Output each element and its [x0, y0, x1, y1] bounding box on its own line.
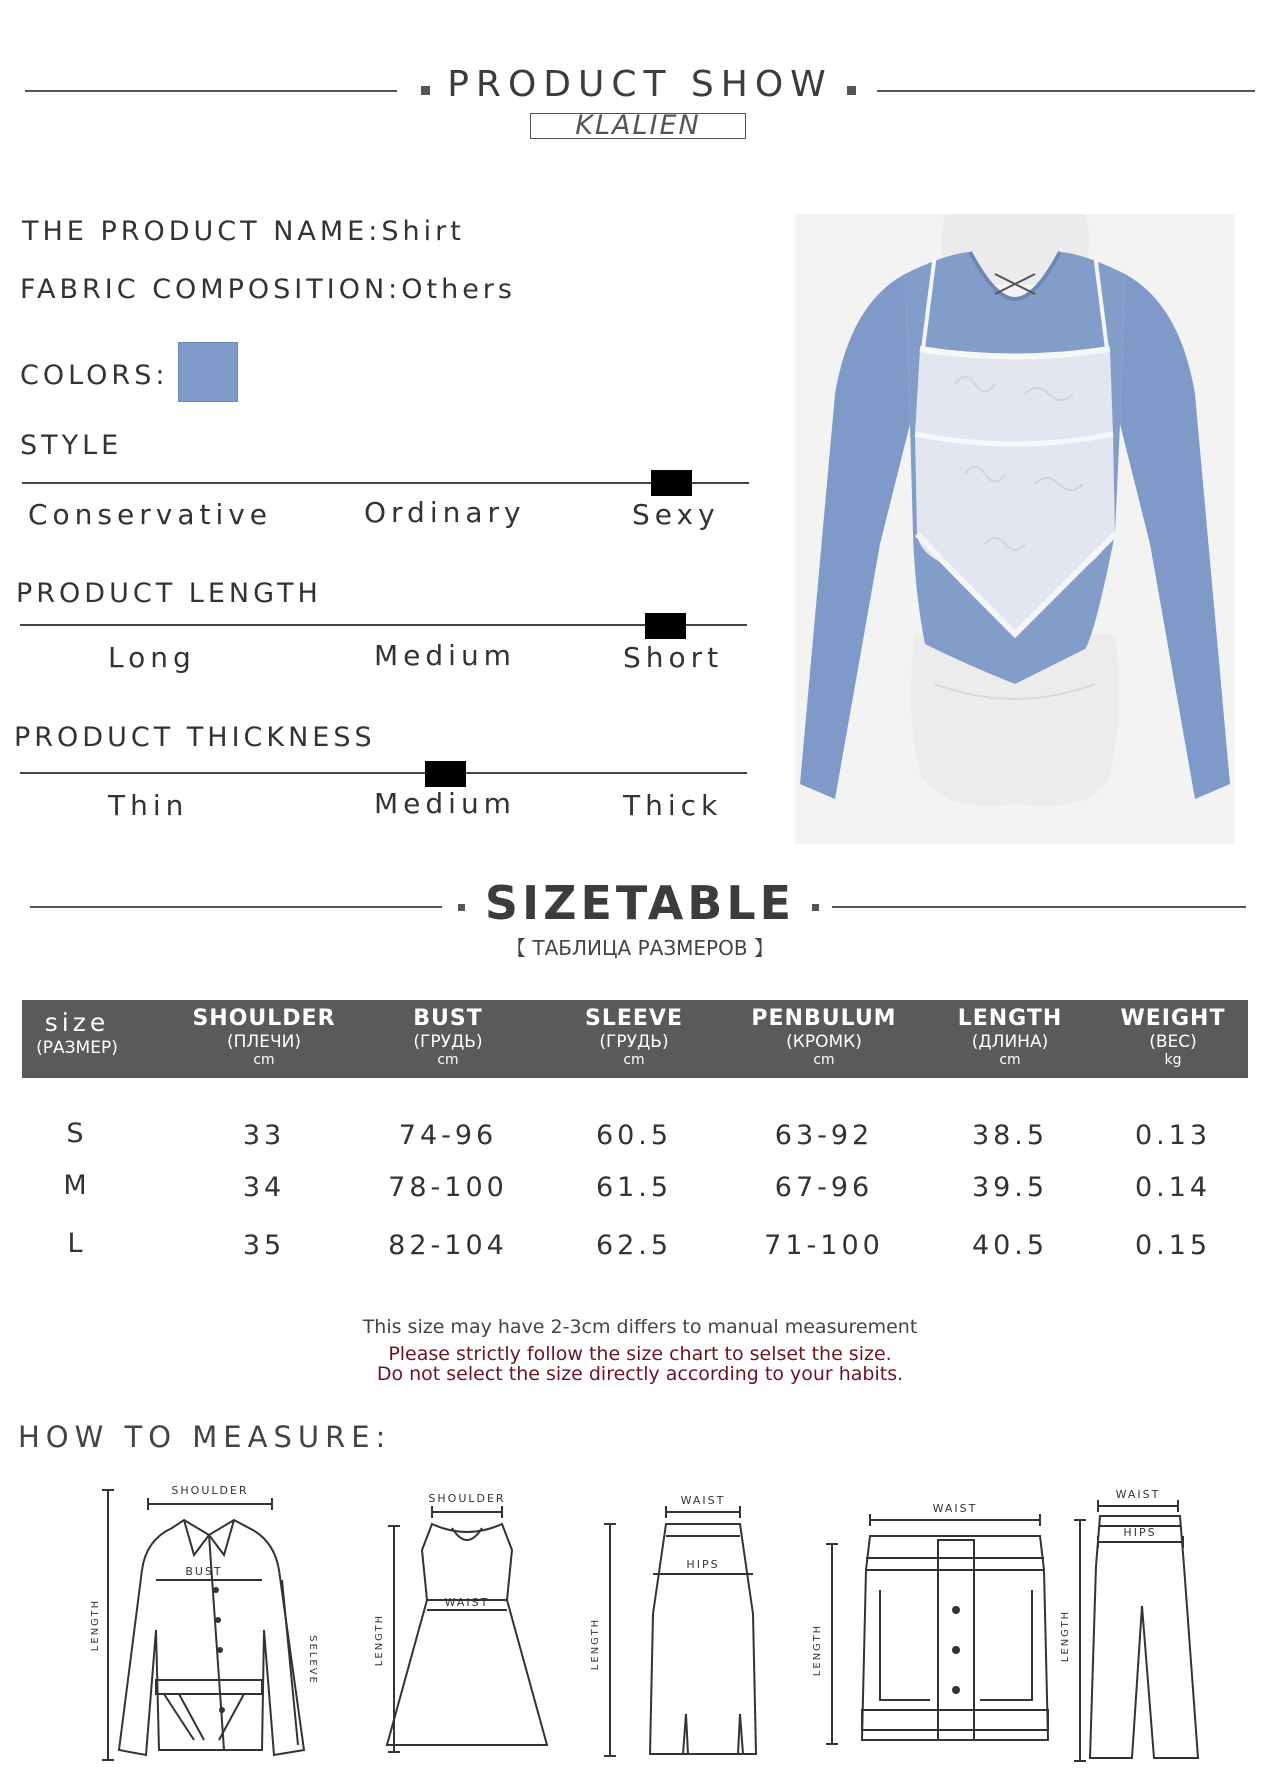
product-name-row [22, 216, 465, 247]
header-dot-right [847, 86, 856, 95]
table-cell: 62.5 [595, 1230, 673, 1261]
table-cell: L [67, 1228, 87, 1259]
hips-label-5: HIPS [1123, 1526, 1157, 1539]
table-cell: 33 [242, 1120, 286, 1151]
style-label-ordinary: Ordinary [364, 496, 526, 529]
waist-label-2: WAIST [444, 1596, 490, 1609]
length-label-short: Short [623, 641, 724, 674]
fabric-row [20, 274, 516, 305]
length-label-5: LENGTH [1060, 1609, 1071, 1663]
table-cell: 71-100 [764, 1230, 884, 1261]
shoulder-label-1: SHOULDER [171, 1484, 249, 1497]
thickness-scale-line [20, 772, 747, 774]
sizetable-title: SIZETABLE [484, 876, 796, 930]
table-cell: 67-96 [774, 1172, 874, 1203]
product-name-value: Shirt [381, 216, 465, 247]
table-cell: 40.5 [971, 1230, 1049, 1261]
color-swatch[interactable] [178, 342, 238, 402]
column-header-length: LENGTH (ДЛИНА) cm [957, 1006, 1063, 1068]
waist-label-3: WAIST [680, 1494, 726, 1507]
pants-measure-diagram [1058, 1486, 1248, 1766]
table-cell: 78-100 [388, 1172, 508, 1203]
style-scale-line [22, 482, 749, 484]
length-label-3: LENGTH [590, 1617, 601, 1671]
column-header-weight: WEIGHT (ВЕС) kg [1120, 1006, 1226, 1068]
column-header-size: size (РАЗМЕР) [36, 1008, 118, 1058]
thickness-scale-marker [425, 761, 466, 787]
shorts-measure-diagram [810, 1500, 1050, 1750]
sizetable-line-right [832, 906, 1246, 908]
thickness-scale-title: PRODUCT THICKNESS [14, 722, 376, 753]
hips-label-3: HIPS [686, 1558, 720, 1571]
length-scale-line [20, 624, 747, 626]
how-to-measure-title: HOW TO MEASURE: [18, 1420, 392, 1454]
jacket-measure-diagram [84, 1480, 324, 1770]
table-cell: 0.14 [1134, 1172, 1212, 1203]
column-header-shoulder: SHOULDER (ПЛЕЧИ) cm [192, 1006, 336, 1068]
page-title: PRODUCT SHOW [447, 64, 833, 105]
table-cell: M [63, 1170, 91, 1201]
style-scale-marker [651, 470, 692, 496]
table-cell: 61.5 [595, 1172, 673, 1203]
length-label-medium: Medium [374, 639, 516, 672]
colors-label: COLORS: [20, 360, 169, 391]
product-photo [795, 214, 1235, 844]
table-cell: 82-104 [388, 1230, 508, 1261]
shoulder-label-2: SHOULDER [428, 1492, 506, 1505]
size-warning [0, 1344, 1280, 1384]
length-label-2: LENGTH [374, 1613, 385, 1667]
table-cell: 63-92 [774, 1120, 874, 1151]
dress-measure-diagram [372, 1490, 552, 1760]
measurement-note: This size may have 2-3cm differs to manual measurement [362, 1316, 918, 1338]
sizetable-dot-right [812, 904, 819, 911]
table-cell: 35 [242, 1230, 286, 1261]
thickness-label-thick: Thick [623, 789, 723, 822]
fabric-label: FABRIC COMPOSITION: [20, 274, 402, 305]
bust-label-1: BUST [185, 1565, 223, 1578]
skirt-measure-diagram [588, 1494, 758, 1764]
table-cell: S [66, 1118, 88, 1149]
style-label-sexy: Sexy [632, 498, 720, 531]
waist-label-5: WAIST [1115, 1488, 1161, 1501]
table-cell: 60.5 [595, 1120, 673, 1151]
table-cell: 34 [242, 1172, 286, 1203]
thickness-label-medium: Medium [374, 787, 516, 820]
sizetable-subtitle: 【 ТАБЛИЦА РАЗМЕРОВ 】 [506, 936, 774, 960]
style-label-conservative: Conservative [28, 498, 273, 531]
table-cell: 0.13 [1134, 1120, 1212, 1151]
sleeve-label-1: SELEVE [307, 1635, 318, 1685]
table-cell: 0.15 [1134, 1230, 1212, 1261]
column-header-bust: BUST (ГРУДЬ) cm [413, 1006, 483, 1068]
column-header-sleeve: SLEEVE (ГРУДЬ) cm [585, 1006, 683, 1068]
style-scale-title: STYLE [20, 430, 123, 461]
brand-label: KLALIEN [530, 113, 746, 139]
length-label-long: Long [108, 641, 196, 674]
length-scale-title: PRODUCT LENGTH [16, 578, 322, 609]
size-warning-line2: Do not select the size directly according to your habits. [376, 1363, 904, 1385]
column-header-penbulum: PENBULUM (КРОМК) cm [751, 1006, 897, 1068]
length-label-1: LENGTH [90, 1598, 101, 1652]
table-cell: 38.5 [971, 1120, 1049, 1151]
thickness-label-thin: Thin [108, 789, 189, 822]
size-warning-line1: Please strictly follow the size chart to selset the size. [388, 1343, 892, 1365]
length-scale-marker [645, 613, 686, 639]
product-name-label: THE PRODUCT NAME: [22, 216, 382, 247]
table-cell: 74-96 [398, 1120, 498, 1151]
size-table-header [22, 1000, 1248, 1078]
table-cell: 39.5 [971, 1172, 1049, 1203]
header-line-right [877, 90, 1255, 92]
length-label-4: LENGTH [812, 1623, 823, 1677]
fabric-value: Others [401, 274, 516, 305]
waist-label-4: WAIST [932, 1502, 978, 1515]
